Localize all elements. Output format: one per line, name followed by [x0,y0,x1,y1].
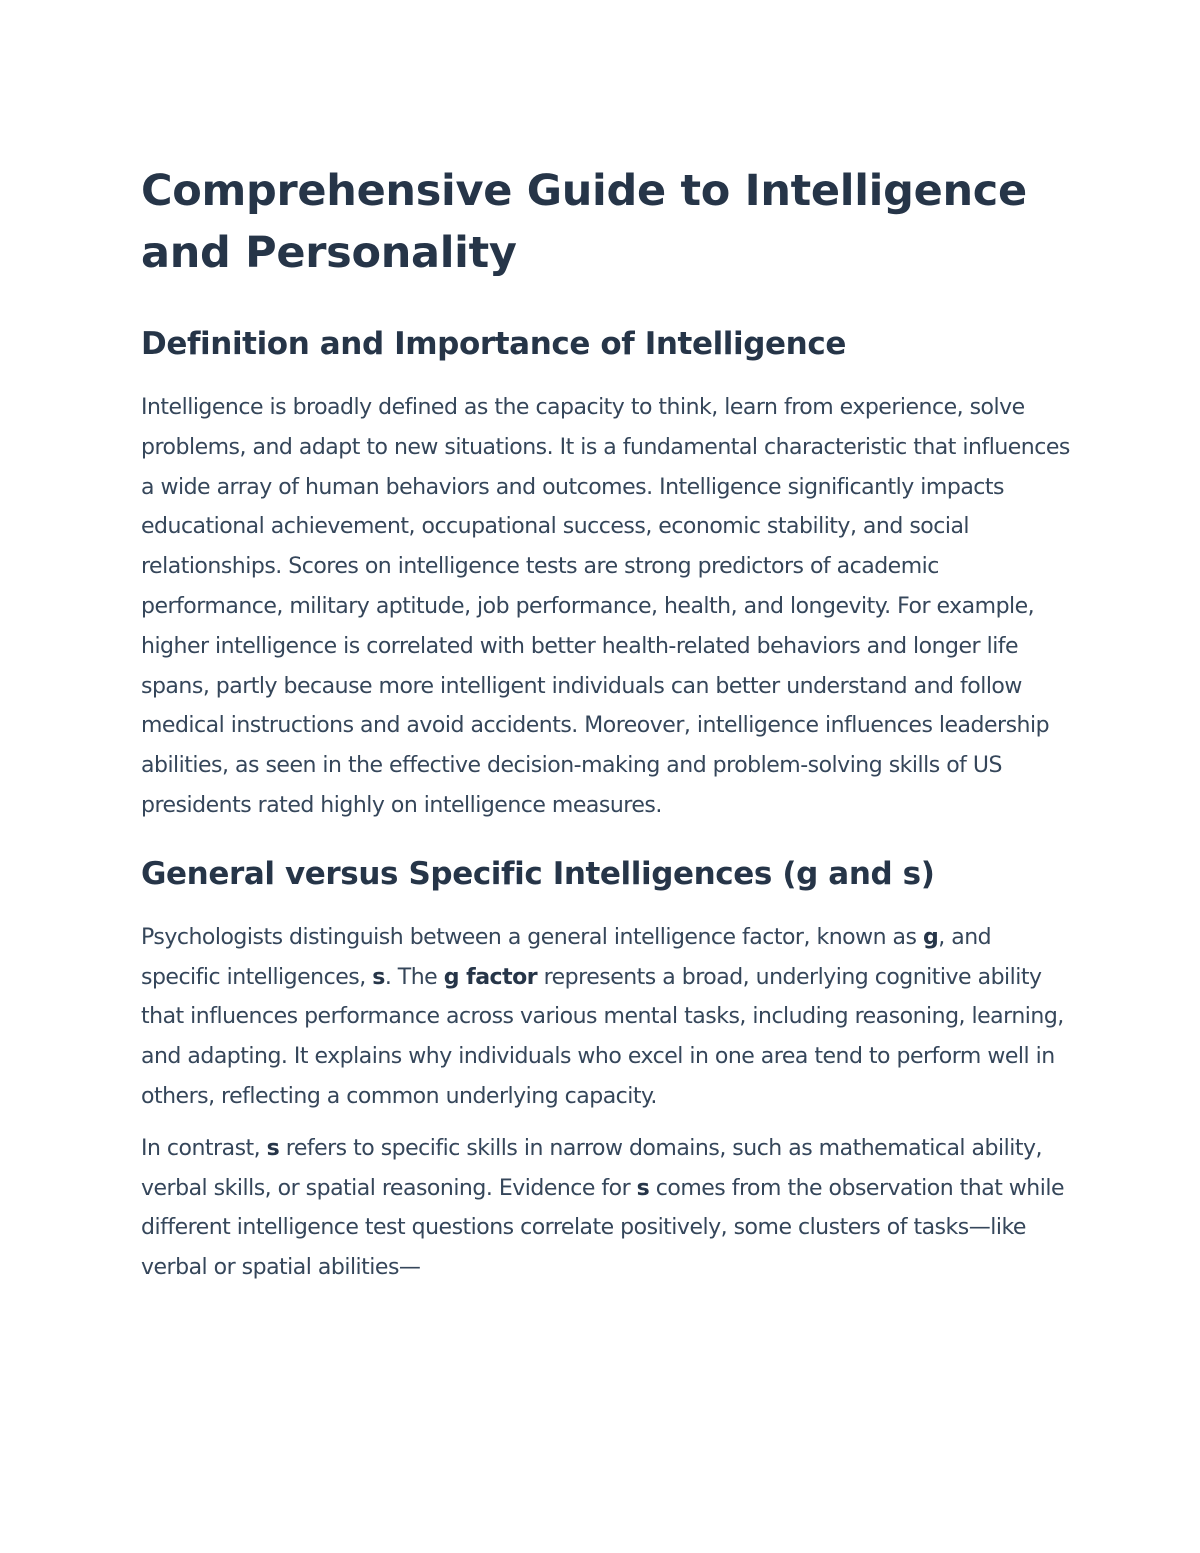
text-run: comes from the observation that while different intelligence test questions correlate positively, some clusters of tasks—like verbal or spatial abilities— [141,1175,1065,1281]
section-paragraph-specific-s [141,1129,1071,1288]
section-heading-definition: Definition and Importance of Intelligence [141,326,846,362]
bold-term-g-factor: g factor [443,964,538,990]
text-run: , and specific intelligences, [141,924,992,990]
text-run: refers to specific skills in narrow domains, such as mathematical ability, verbal skills, or spatial reasoning. Evidence for [141,1135,1042,1201]
bold-term-s: s [636,1175,650,1201]
text-run: . The [384,964,444,990]
bold-term-g: g [922,924,939,950]
bold-term-s: s [266,1135,280,1161]
text-run: represents a broad, underlying cognitive ability that influences performance across various mental tasks, including reasoning, learning, and adapting. It explains why individuals who excel in one area tend to perform well in others, reflecting a common underlying capacity. [141,964,1064,1109]
section-paragraph-definition: Intelligence is broadly defined as the capacity to think, learn from experience, solve problems, and adapt to new situations. It is a fundamental characteristic that influences a wide array of human behaviors and outcomes. Intelligence significantly impacts educational achievement, occupational success, economic stability, and social relationships. Scores on intelligence tests are strong predictors of academic performance, military aptitude, job performance, health, and longevity. For example, higher intelligence is correlated with better health-related behaviors and longer life spans, partly because more intelligent individuals can better understand and follow medical instructions and avoid accidents. Moreover, intelligence influences leadership abilities, as seen in the effective decision-making and problem-solving skills of US presidents rated highly on intelligence measures. [141,395,1070,818]
page-title: Comprehensive Guide to Intelligence and Personality [141,166,1027,278]
text-run: In contrast, [141,1135,267,1161]
bold-term-s: s [372,964,385,990]
section-paragraph-g-and-s [141,918,1071,1117]
section-heading-general-vs-specific: General versus Specific Intelligences (g and s) [141,855,935,892]
document-page [141,160,1071,1300]
text-run: Psychologists distinguish between a general intelligence factor, known as [141,924,923,950]
